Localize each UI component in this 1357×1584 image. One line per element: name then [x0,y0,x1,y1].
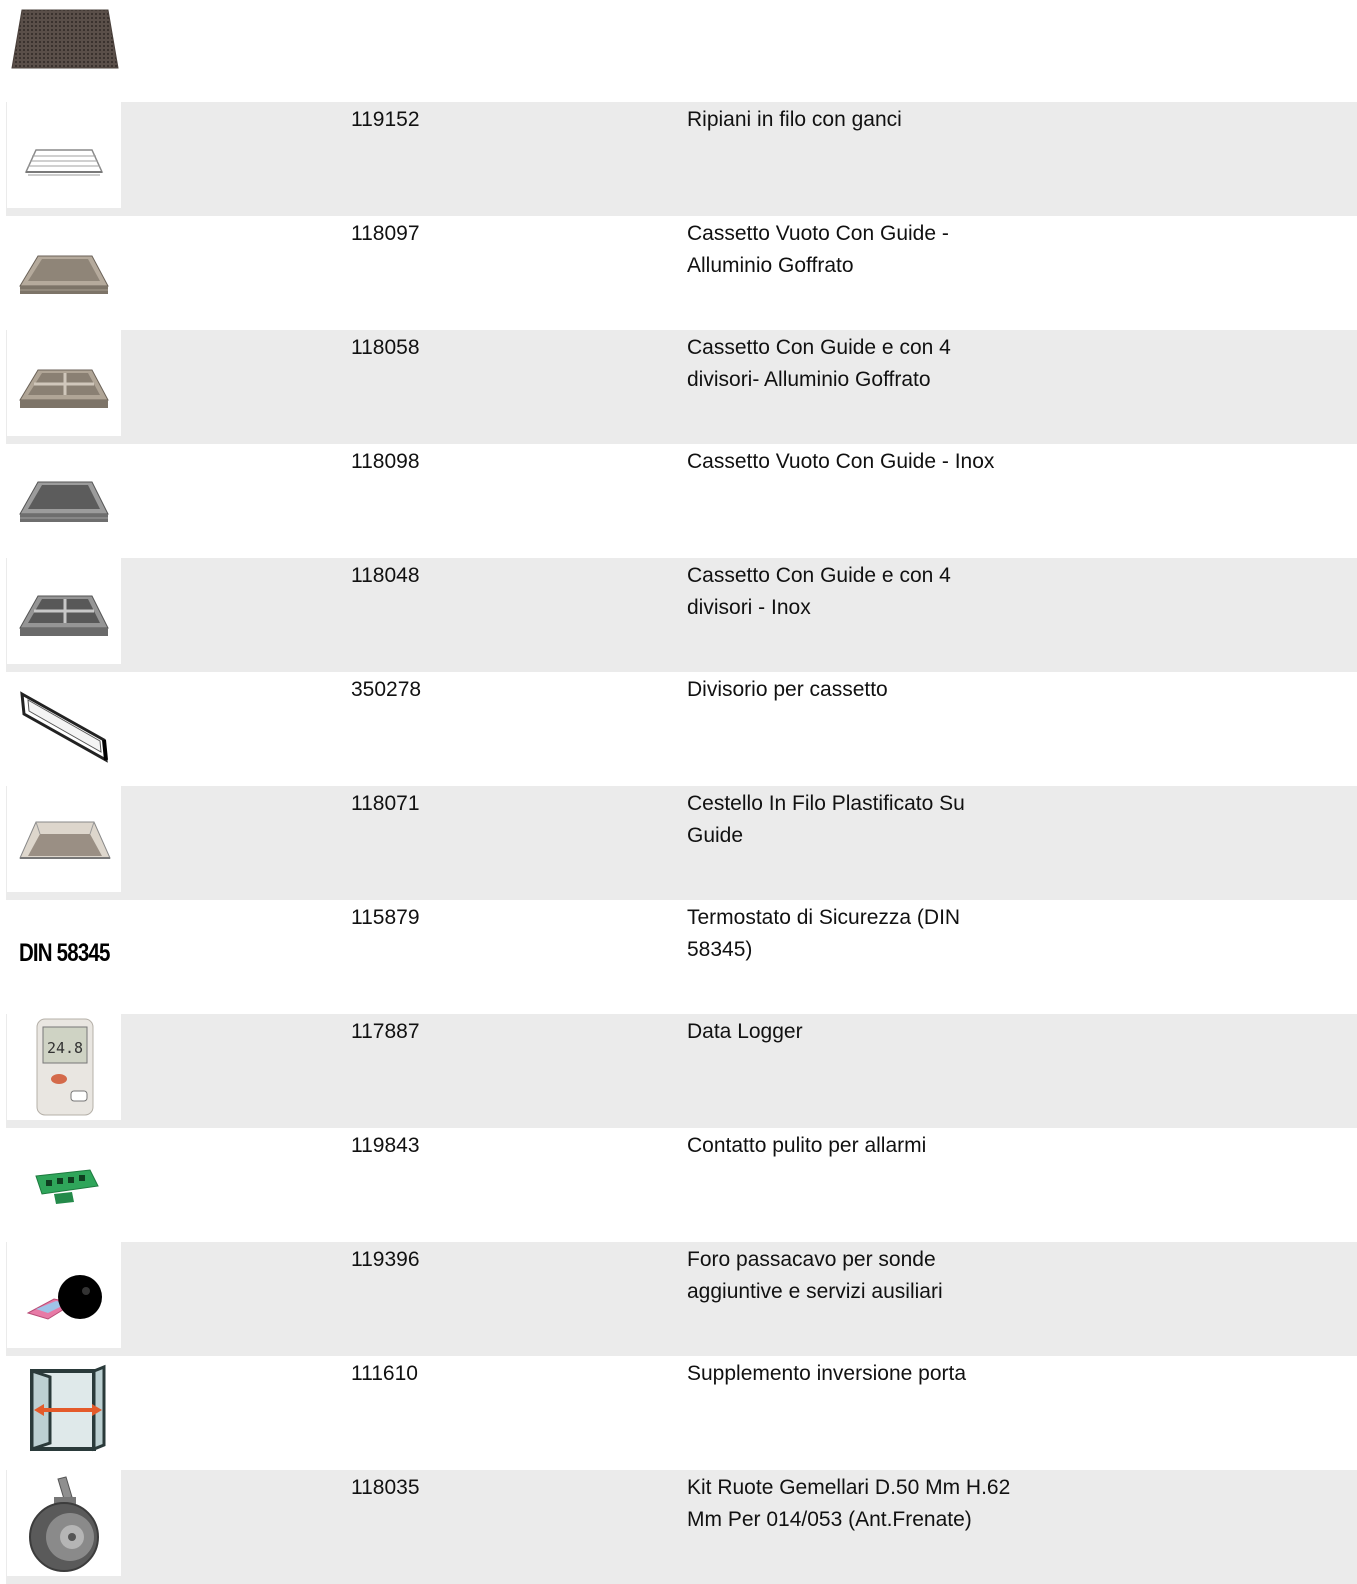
item-description: Termostato di Sicurezza (DIN 58345) [687,906,961,961]
item-description: Supplemento inversione porta [687,1362,967,1385]
table-row [6,1014,1357,1128]
door-reversal-icon [14,1363,114,1455]
item-description: Cassetto Vuoto Con Guide - Inox [687,450,995,473]
table-row [6,444,1357,558]
din-label-icon: DIN 58345 [18,938,110,967]
caster-wheel-icon [14,1471,114,1575]
table-row [6,1470,1357,1584]
perforated-shelf-icon [10,4,120,72]
table-row [6,672,1357,786]
item-code: 118071 [351,792,420,815]
table-row [6,216,1357,330]
item-description: Contatto pulito per allarmi [687,1134,927,1157]
table-row [6,1242,1357,1356]
data-logger-icon [19,1015,109,1119]
wire-basket-icon [14,804,114,874]
table-row [6,330,1357,444]
item-description: Ripiani in filo con ganci [687,108,902,131]
item-description: Data Logger [687,1020,803,1043]
item-description: Cassetto Con Guide e con 4 divisori- Alluminio Goffrato [687,336,951,391]
item-code: 118058 [351,336,420,359]
item-code: 119843 [351,1134,420,1157]
table-row [6,1356,1357,1470]
table-row [6,900,1357,1014]
item-description: Kit Ruote Gemellari D.50 Mm H.62 Mm Per 014/053 (Ant.Frenate) [687,1476,1011,1531]
drawer-inox-icon [14,462,114,532]
cable-port-icon [14,1255,114,1335]
drawer-dividers-aluminium-icon [14,348,114,418]
item-code: 119396 [351,1248,420,1271]
item-description: Divisorio per cassetto [687,678,888,701]
item-description: Cassetto Vuoto Con Guide - Alluminio Goffrato [687,222,949,277]
item-description: Cassetto Con Guide e con 4 divisori - Inox [687,564,951,619]
table-row [6,786,1357,900]
item-code: 118048 [351,564,420,587]
item-code: 115879 [351,906,420,929]
item-code: 117887 [351,1020,420,1043]
drawer-aluminium-icon [14,234,114,304]
accessories-table [6,102,1357,1584]
item-description: Foro passacavo per sonde aggiuntive e servizi ausiliari [687,1248,943,1303]
item-code: 119152 [351,108,420,131]
divider-panel-icon [14,680,114,770]
item-code: 118098 [351,450,420,473]
item-code: 118097 [351,222,420,245]
item-description: Cestello In Filo Plastificato Su Guide [687,792,965,847]
item-code: 350278 [351,678,422,701]
svg-text:24.8: 24.8 [46,1039,84,1057]
drawer-dividers-inox-icon [14,576,114,646]
item-code: 111610 [351,1362,418,1385]
wire-shelf-icon [14,120,114,190]
terminal-connector-icon [14,1146,114,1216]
table-row [6,558,1357,672]
table-row [6,102,1357,216]
item-code: 118035 [351,1476,420,1499]
table-row [6,1128,1357,1242]
